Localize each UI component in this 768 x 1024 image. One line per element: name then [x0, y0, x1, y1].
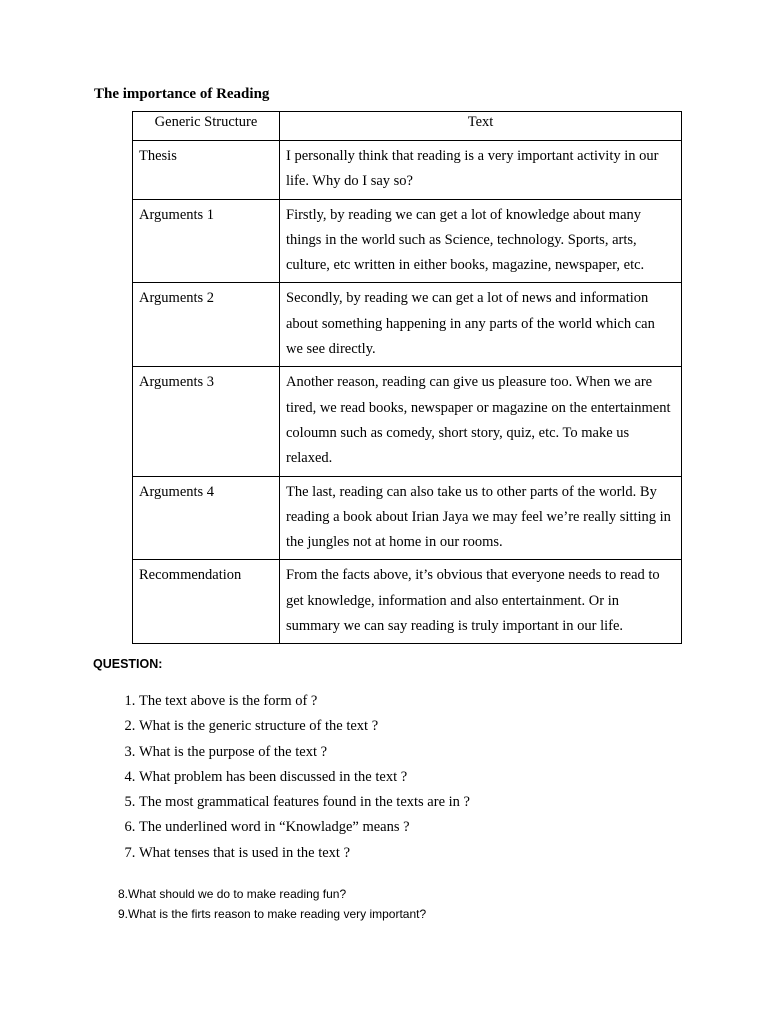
- table-header-row: [133, 112, 682, 141]
- table-row: [133, 283, 682, 367]
- question-item: 3. What is the purpose of the text ?: [139, 740, 699, 765]
- extra-question-9: 9.What is the firts reason to make reading very important?: [118, 907, 427, 921]
- question-item: 1. The text above is the form of ?: [139, 689, 699, 714]
- header-text: Text: [280, 112, 682, 141]
- row-text: From the facts above, it’s obvious that everyone needs to read to get knowledge, information and also entertainment. Or in summary we can say reading is truly important in our life.: [280, 560, 682, 644]
- question-item: 2. What is the generic structure of the text ?: [139, 714, 699, 739]
- row-text: Another reason, reading can give us pleasure too. When we are tired, we read books, newspaper or magazine on the entertainment coloumn such as comedy, short story, quiz, etc. To make us relaxed.: [280, 367, 682, 476]
- row-label: Arguments 3: [133, 367, 280, 476]
- row-text: Firstly, by reading we can get a lot of knowledge about many things in the world such as Science, technology. Sports, arts, culture, etc written in either books, magazine, newspaper, etc.: [280, 199, 682, 283]
- question-item: 4. What problem has been discussed in the text ?: [139, 765, 699, 790]
- extra-questions: [118, 884, 426, 924]
- generic-structure-table: [132, 111, 682, 644]
- question-list: [94, 689, 699, 866]
- question-item: 6. The underlined word in “Knowladge” means ?: [139, 815, 699, 840]
- table-row: [133, 199, 682, 283]
- document-title: The importance of Reading: [94, 86, 270, 102]
- row-label: Thesis: [133, 141, 280, 200]
- table-row: [133, 141, 682, 200]
- question-item: 5. The most grammatical features found in the texts are in ?: [139, 790, 699, 815]
- row-label: Recommendation: [133, 560, 280, 644]
- table-row: [133, 476, 682, 560]
- row-text: The last, reading can also take us to other parts of the world. By reading a book about Irian Jaya we may feel we’re really sitting in the jungles not at home in our rooms.: [280, 476, 682, 560]
- row-label: Arguments 4: [133, 476, 280, 560]
- table-row: [133, 367, 682, 476]
- row-text: Secondly, by reading we can get a lot of news and information about something happening in any parts of the world which can we see directly.: [280, 283, 682, 367]
- row-label: Arguments 1: [133, 199, 280, 283]
- question-item: 7. What tenses that is used in the text ?: [139, 841, 699, 866]
- extra-question-8: 8.What should we do to make reading fun?: [118, 887, 347, 901]
- table-row: [133, 560, 682, 644]
- row-text: I personally think that reading is a very important activity in our life. Why do I say so?: [280, 141, 682, 200]
- row-label: Arguments 2: [133, 283, 280, 367]
- header-generic-structure: Generic Structure: [133, 112, 280, 141]
- question-heading: QUESTION:: [93, 657, 163, 671]
